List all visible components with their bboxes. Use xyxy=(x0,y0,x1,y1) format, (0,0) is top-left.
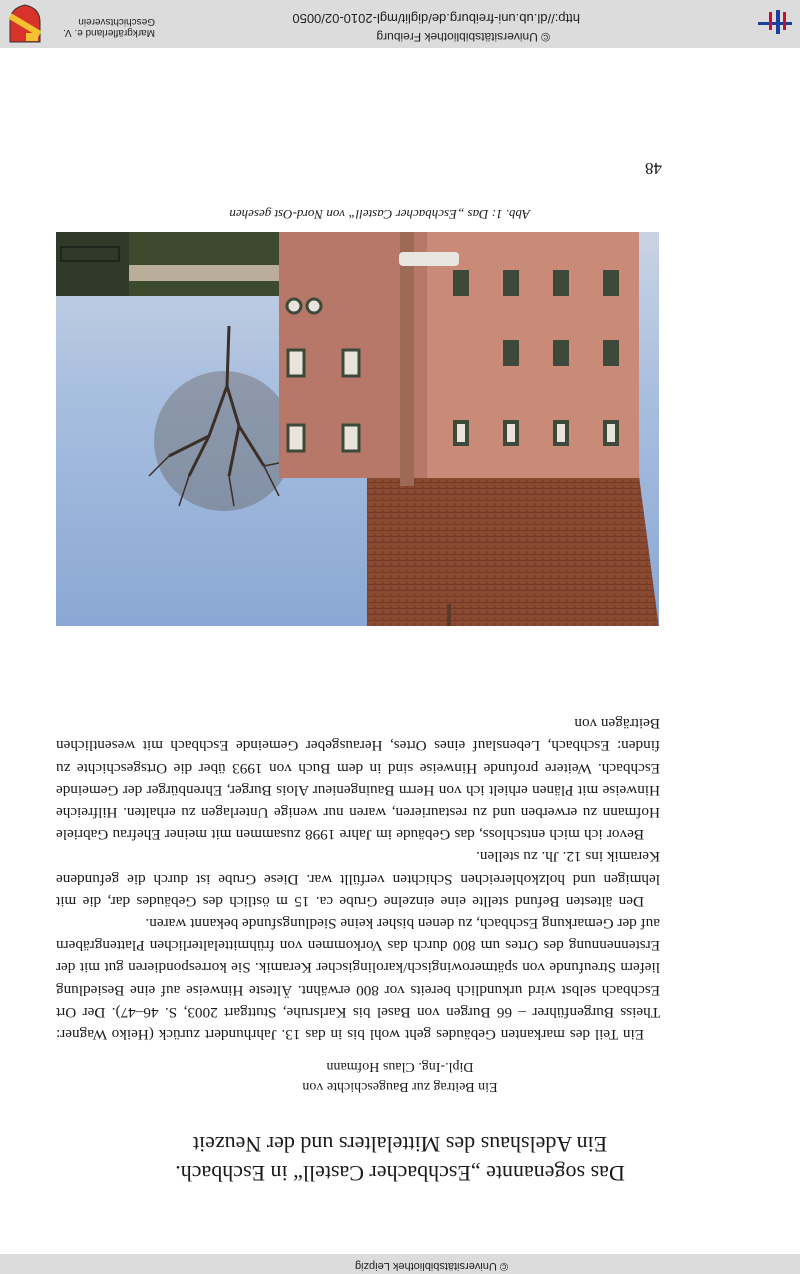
society-name xyxy=(63,16,155,38)
byline-line-1: Ein Beitrag zur Baugeschichte von xyxy=(302,1079,498,1094)
footer-bar xyxy=(0,1254,800,1274)
author-name: Dipl.-Ing. Claus Hofmann xyxy=(326,1059,474,1074)
document-url-link[interactable]: http://dl.ub.uni-freiburg.de/diglit/mgl-2010-02/0050 xyxy=(292,11,580,26)
header-bar xyxy=(0,0,800,48)
ub-freiburg-logo-icon[interactable] xyxy=(758,8,792,38)
library-copyright: © Universitätsbibliothek Freiburg xyxy=(376,30,550,44)
society-line-1: Markgräflerland e. V. xyxy=(63,27,155,38)
castell-photo xyxy=(56,232,659,626)
paragraph: Ein Teil des markanten Gebäudes geht wohl bis in das 13. Jahrhundert zurück (Heiko Wagner: Theiss Burgenführer – 66 Burgen von Basel bis Karlsruhe, Stuttgart 2003, S. 46–47). Der Ort Eschbach selbst wird urkundlich bereits vor 800 erwähnt. Älteste Hinweise auf eine Besiedlung liefern Streufunde von spätmerowingisch/karolingischer Keramik. Sie korrespondieren gut mit der Erstennennung des Ortes um 800 durch das Vorkommen von frühmittelalterlichen Plattengräbern auf der Gemarkung Eschbach, zu denen bisher keine Siedlungsfunde bekannt waren. xyxy=(56,914,660,1043)
roof xyxy=(367,476,659,626)
society-line-2: Geschichtsverein xyxy=(78,16,155,27)
byline xyxy=(0,1056,800,1096)
paragraph: Bevor ich mich entschloss, das Gebäude im Jahre 1998 zusammen mit meiner Ehefrau Gabriele Hofmann zu erwerben und zu restaurieren, waren nur wenige Unterlagen zu erhalten. Hilfreiche Hinweise mit Plänen erhielt ich von Herrn Bauingenieur Alois Burger, Ehrenbürger der Gemeinde Eschbach. Weitere profunde Hinweise sind in dem Buch von 1993 über die Ortsgeschichte zu finden: Eschbach, Lebenslauf eines Ortes, Herausgeber Gemeinde Eschbach mit wesentlichen Beiträgen von xyxy=(56,715,660,844)
page-number: 48 xyxy=(645,159,662,178)
paragraph: Den ältesten Befund stellte eine einzelne Grube ca. 15 m östlich des Gebäudes dar, die mit lehmigen und holzkohlereichen Schichten verfüllt war. Diese Grube ist durch die gefundene Keramik ins 12. Jh. zu stellen. xyxy=(56,848,660,910)
article-title xyxy=(0,1130,800,1188)
title-line-2: Ein Adelshaus des Mittelalters und der Neuzeit xyxy=(192,1132,608,1157)
figure-caption: Abb. 1: Das „Eschbacher Castell“ von Nord-Ost gesehen xyxy=(229,207,530,222)
title-line-1: Das sogenannte „Eschbacher Castell“ in Eschbach. xyxy=(175,1161,625,1186)
article-body xyxy=(56,712,660,1045)
footer-library-text: © Universitätsbibliothek Leipzig xyxy=(354,1260,508,1272)
car xyxy=(399,252,459,266)
coat-of-arms-icon[interactable] xyxy=(8,4,42,44)
